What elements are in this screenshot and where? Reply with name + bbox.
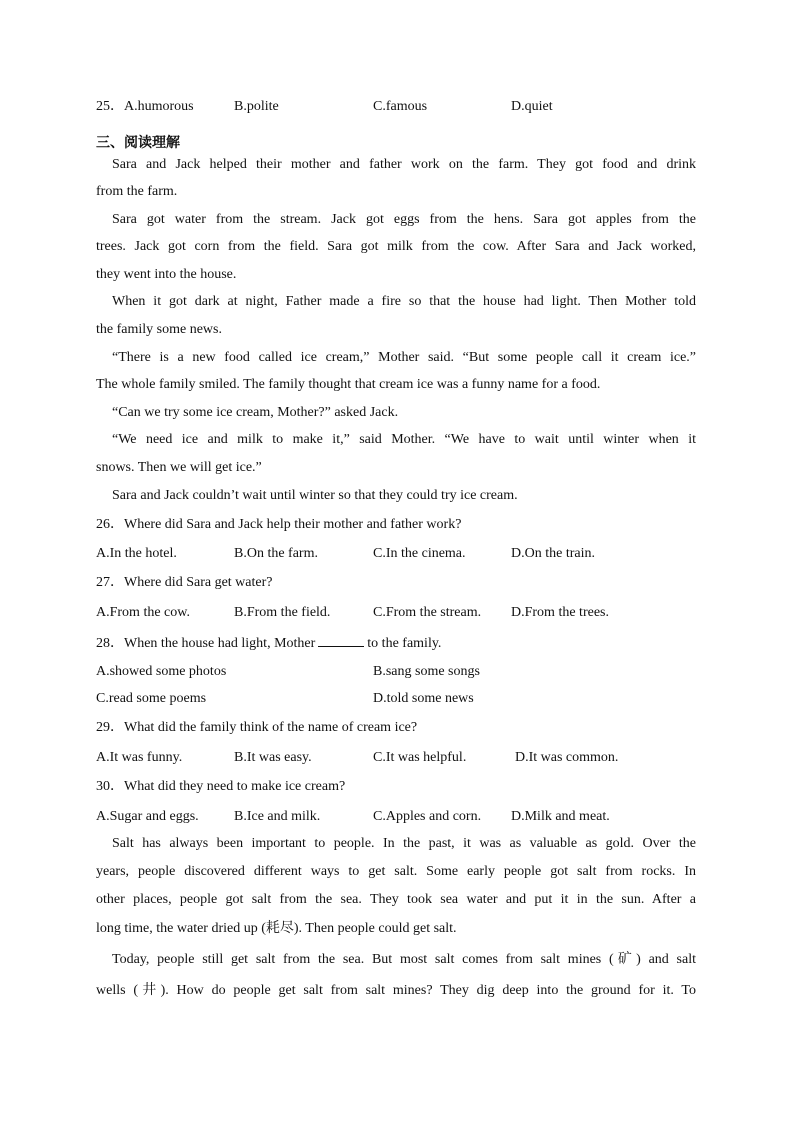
q28-stem	[96, 633, 441, 653]
q25-number: 25．	[96, 99, 124, 114]
passage1-line: The whole family smiled. The family thought that cream ice was a funny name for a food.	[96, 377, 601, 392]
q27-option-b: B.From the field.	[234, 605, 331, 620]
q30-option-c: C.Apples and corn.	[373, 809, 482, 824]
q25-number-option-a	[96, 98, 194, 116]
passage2-line: other places, people got salt from the sea. They took sea water and put it in the sun. After a	[96, 892, 696, 907]
passage1-line: they went into the house.	[96, 267, 237, 282]
q26-option-a: A.In the hotel.	[96, 546, 177, 561]
passage2-line: wells (井). How do people get salt from salt mines? They dig deep into the ground for it. To	[96, 983, 696, 998]
passage1-line: the family some news.	[96, 322, 222, 337]
q25-option-b: B.polite	[234, 99, 279, 114]
passage1-line: Sara and Jack helped their mother and father work on the farm. They got food and drink	[112, 157, 696, 172]
q28-stem-after: to the family.	[367, 636, 442, 651]
q27-option-d: D.From the trees.	[511, 605, 609, 620]
passage2-line: years, people discovered different ways to get salt. Some early people got salt from rocks. In	[96, 864, 696, 879]
q28-option-b: B.sang some songs	[373, 664, 480, 679]
q30-stem: 30．What did they need to make ice cream?	[96, 779, 346, 794]
q28-option-a: A.showed some photos	[96, 664, 227, 679]
passage1-line: trees. Jack got corn from the field. Sara got milk from the cow. After Sara and Jack worked,	[96, 239, 696, 254]
passage2-line: Today, people still get salt from the sea. But most salt comes from salt mines (矿) and salt	[112, 952, 696, 967]
q27-option-c: C.From the stream.	[373, 605, 482, 620]
q26-option-b: B.On the farm.	[234, 546, 318, 561]
q30-option-b: B.Ice and milk.	[234, 809, 321, 824]
q29-option-c: C.It was helpful.	[373, 750, 467, 765]
q27-stem: 27．Where did Sara get water?	[96, 575, 273, 590]
q27-option-a: A.From the cow.	[96, 605, 190, 620]
q30-option-d: D.Milk and meat.	[511, 809, 610, 824]
passage1-line: “There is a new food called ice cream,” Mother said. “But some people call it cream ice.”	[112, 350, 696, 365]
q25-option-c: C.famous	[373, 99, 428, 114]
passage1-line: snows. Then we will get ice.”	[96, 460, 262, 475]
q26-option-d: D.On the train.	[511, 546, 595, 561]
q26-option-c: C.In the cinema.	[373, 546, 466, 561]
q29-option-a: A.It was funny.	[96, 750, 183, 765]
q28-stem-before: 28．When the house had light, Mother	[96, 636, 316, 651]
passage2-line: long time, the water dried up (耗尽). Then people could get salt.	[96, 921, 457, 936]
passage1-line: When it got dark at night, Father made a fire so that the house had light. Then Mother told	[112, 294, 696, 309]
passage1-line: “We need ice and milk to make it,” said Mother. “We have to wait until winter when it	[112, 432, 696, 447]
q29-option-d: D.It was common.	[515, 750, 619, 765]
q25-option-a: A.humorous	[124, 99, 194, 114]
q29-option-b: B.It was easy.	[234, 750, 312, 765]
q29-stem: 29．What did the family think of the name of cream ice?	[96, 720, 418, 735]
q28-option-c: C.read some poems	[96, 691, 207, 706]
q28-option-d: D.told some news	[373, 691, 474, 706]
passage2-line: Salt has always been important to people. In the past, it was as valuable as gold. Over the	[112, 836, 696, 851]
passage1-line: “Can we try some ice cream, Mother?” asked Jack.	[112, 405, 399, 420]
passage1-line: Sara got water from the stream. Jack got eggs from the hens. Sara got apples from the	[112, 212, 696, 227]
answer-blank	[318, 633, 364, 647]
q25-option-d: D.quiet	[511, 99, 553, 114]
q26-stem: 26．Where did Sara and Jack help their mother and father work?	[96, 517, 462, 532]
passage1-line: Sara and Jack couldn’t wait until winter so that they could try ice cream.	[112, 488, 518, 503]
passage1-line: from the farm.	[96, 184, 178, 199]
q30-option-a: A.Sugar and eggs.	[96, 809, 199, 824]
section-title-reading: 三、阅读理解	[96, 135, 180, 151]
